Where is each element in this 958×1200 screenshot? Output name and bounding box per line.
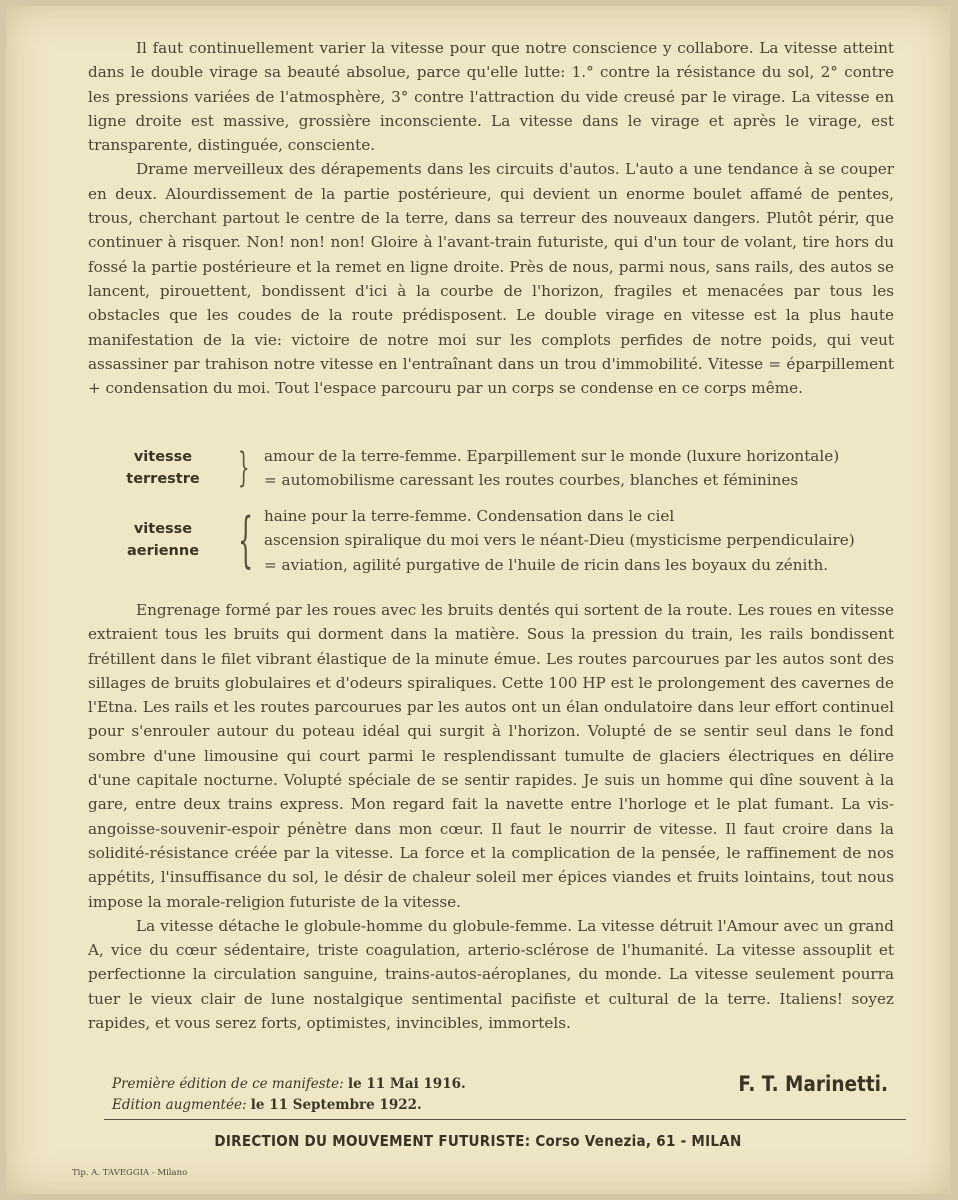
speed-line: = automobilisme caressant les routes courbes, blanches et féminines [264,471,799,490]
speed-line: = aviation, agilité purgative de l'huile de ricin dans les boyaux du zénith. [264,555,829,574]
speed-line: haine pour la terre-femme. Condensation dans le ciel [264,507,675,525]
speed-terrestre-block [88,444,898,496]
first-edition-date: le 11 Mai 1916. [347,1076,466,1092]
brace-icon: { [238,505,254,575]
body-text-top [88,36,894,400]
speed-label-line: vitesse [133,521,193,537]
paragraph: Il faut continuellement varier la vitesse pour que notre conscience y collabore. La vitesse atteint dans le double virage sa beauté absolue, parce qu'elle lutte: 1.° contre la résistance du sol, 2° contre les pressions variées de l'atmosphère, 3° contre l'attraction du vide creusé par le virage. La vitesse en ligne droite est massive, grossière inconsciente. La vitesse dans le virage et après le virage, est transparente, distinguée, consciente. [88,39,894,155]
paragraph: Drame merveilleux des dérapements dans les circuits d'autos. L'auto a une tendance à se couper en deux. Alourdissement de la partie postérieure, qui devient un enorme boulet affamé de pentes, trous, cherchant partout le centre de la terre, dans sa terreur des nouveaux dangers. Plutôt périr, que continuer à risquer. Non! non! non! Gloire à l'avant-train futuriste, qui d'un tour de volant, tire hors du fossé la partie postérieure et la remet en ligne droite. Près de nous, parmi nous, sans rails, des autos se lancent, pirouettent, bondissent d'ici à la courbe de l'horizon, fragiles et menacées par tous les obstacles que les coudes de la route prédisposent. Le double virage en vitesse est la plus haute manifestation de la vie: victoire de notre moi sur les complots perfides de notre poids, qui veut assassiner par trahison notre vitesse en l'entraînant dans un trou d'immobilité. Vitesse = éparpillement + condensation du moi. Tout l'espace parcouru par un corps se condense en ce corps même. [88,160,894,398]
speed-terrestre-lines [264,444,898,493]
brace-icon: } [238,445,250,491]
speed-label-line: terrestre [126,471,200,487]
speed-aerienne-label [88,518,238,562]
first-edition-line [112,1074,466,1095]
speed-line: ascension spiralique du moi vers le néant-Dieu (mysticisme perpendiculaire) [264,531,855,550]
first-edition-label: Première édition de ce manifeste: [112,1076,344,1092]
augmented-edition-line [112,1095,466,1116]
speed-label-line: aerienne [126,543,200,559]
speed-line: amour de la terre-femme. Eparpillement sur le monde (luxure horizontale) [264,447,840,465]
manifesto-page [6,6,950,1194]
augmented-edition-label: Edition augmentée: [112,1097,247,1113]
edition-info [112,1074,466,1116]
divider [104,1119,906,1120]
paragraph: La vitesse détache le globule-homme du globule-femme. La vitesse détruit l'Amour avec un grand A, vice du cœur sédentaire, triste coagulation, arterio-sclérose de l'humanité. La vitesse assouplit et perfectionne la circulation sanguine, trains-autos-aéroplanes, du monde. La vitesse seulement pourra tuer le vieux clair de lune nostalgique sentimental pacifiste et cultural de la terre. Italiens! soyez rapides, et vous serez forts, optimistes, invincibles, immortels. [88,916,894,1033]
speed-label-line: vitesse [133,449,193,465]
speed-aerienne-block [88,504,898,580]
speed-terrestre-label [88,446,238,490]
printer-credit: Tip. A. TAVEGGIA - Milano [72,1168,188,1178]
paragraph: Engrenage formé par les roues avec les bruits dentés qui sortent de la route. Les roues en vitesse extraient tous les bruits qui dorment dans la matière. Sous la pression du train, les rails bondissent frétillent dans le filet vibrant élastique de la minute émue. Les routes parcourues par les autos sont des sillages de bruits globulaires et d'odeurs spiraliques. Cette 100 HP est le prolongement des cavernes de l'Etna. Les rails et les routes parcourues par les autos ont un élan ondulatoire dans leur effort continuel pour s'enrouler autour du poteau idéal qui surgit à l'horizon. Volupté de se sentir seul dans le fond sombre d'une limousine qui court parmi le resplendissant tumulte de glaciers électriques en délire d'une capitale nocturne. Volupté spéciale de se sentir rapides. Je suis un homme qui dîne souvent à la gare, entre deux trains express. Mon regard fait la navette entre l'horloge et le plat fumant. La vis-angoisse-souvenir-espoir pénètre dans mon cœur. Il faut le nourrir de vitesse. Il faut croire dans la solidité-résistance créée par la vitesse. La force et la complication de la pensée, le raffinement de nos appétits, l'insuffisance du sol, le désir de chaleur soleil mer épices viandes et fruits lointains, tout nous impose la morale-religion futuriste de la vitesse. [88,601,894,911]
footer-address: DIRECTION DU MOUVEMENT FUTURISTE: Corso Venezia, 61 - MILAN [214,1132,742,1150]
signature: F. T. Marinetti. [738,1072,888,1096]
body-text-bottom [88,598,894,1035]
speed-aerienne-lines [264,504,898,577]
augmented-edition-date: le 11 Septembre 1922. [250,1097,422,1113]
